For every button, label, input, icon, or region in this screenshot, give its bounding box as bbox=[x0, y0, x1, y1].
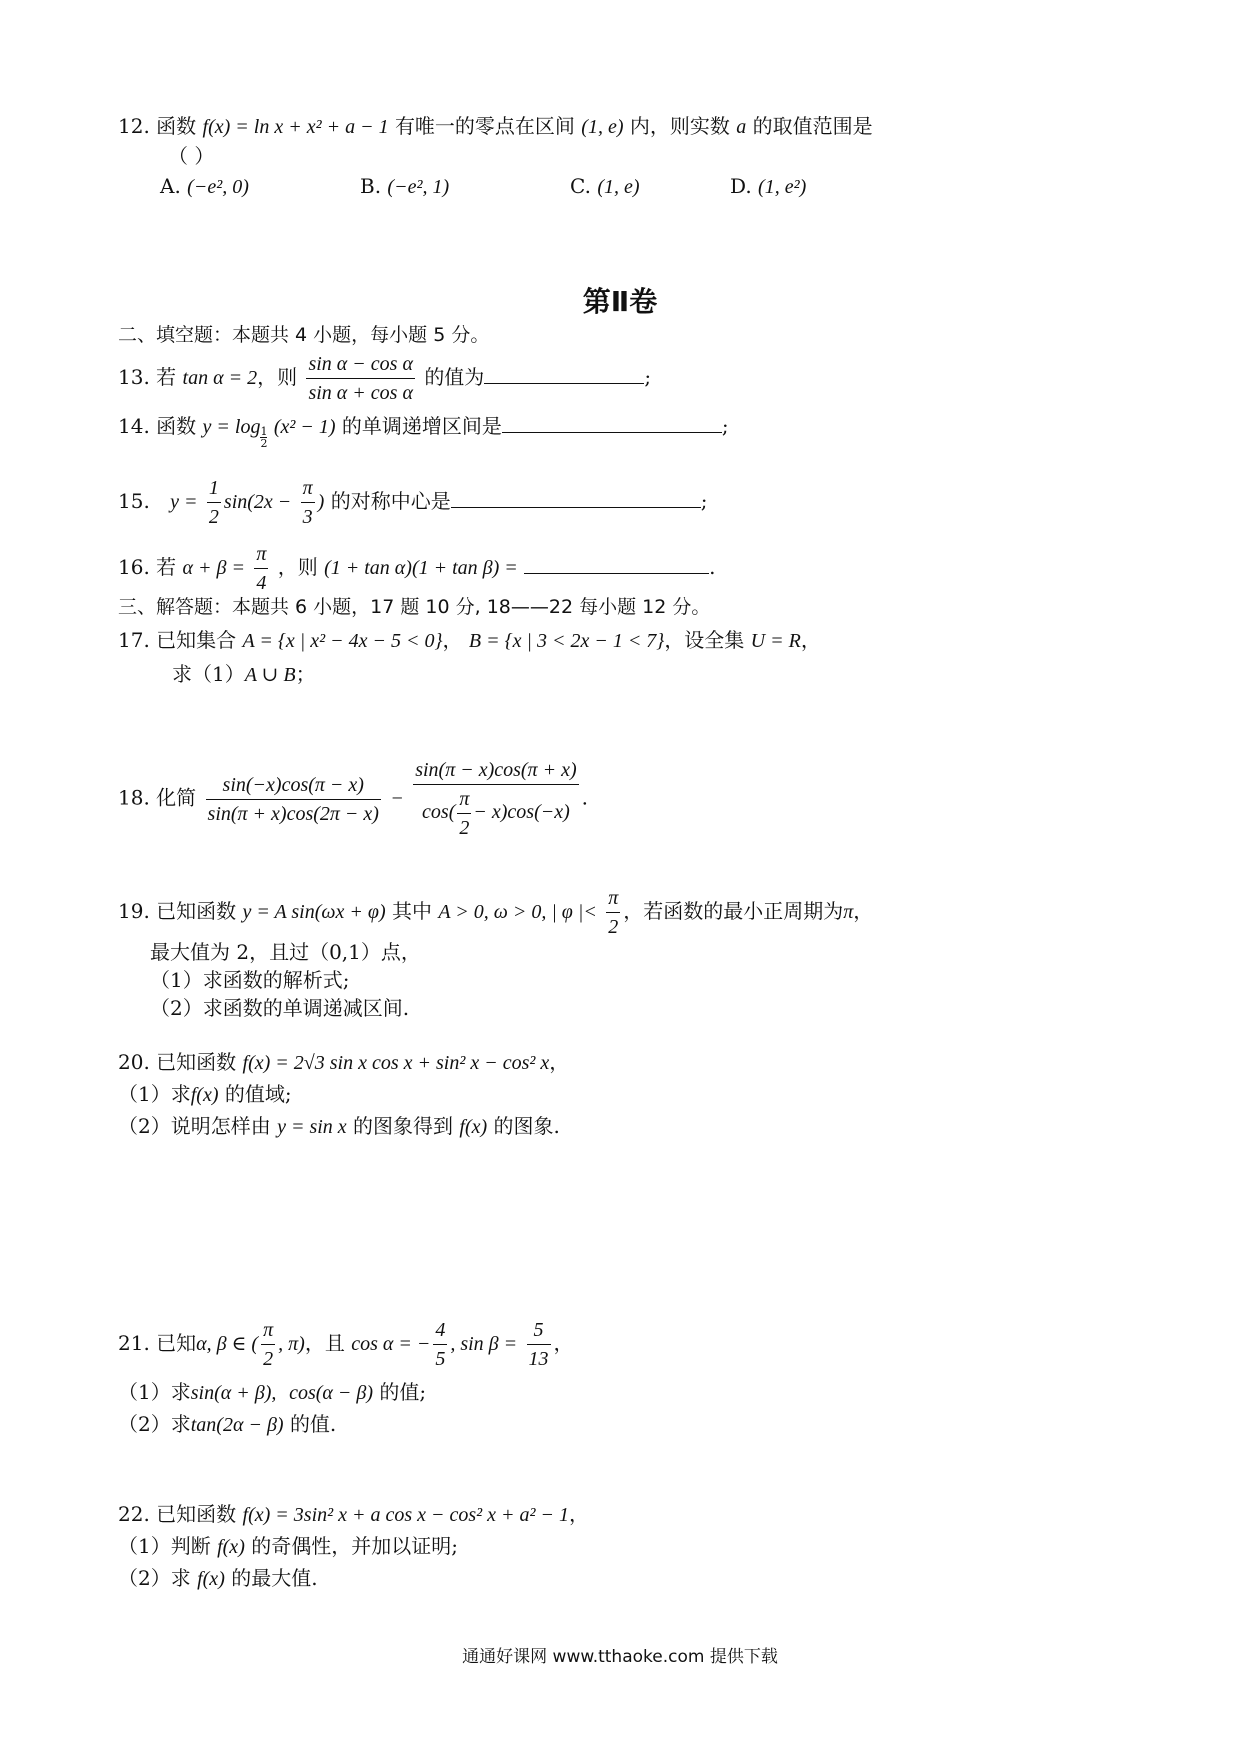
question-text: 函数 bbox=[156, 114, 197, 138]
question-text: ，设全集 bbox=[664, 628, 745, 652]
fraction: $\frac{\pi}{4}$ bbox=[254, 540, 268, 597]
question-text: 已知集合 bbox=[156, 628, 237, 652]
question-text: 内，则实数 bbox=[629, 114, 730, 138]
math-expression: y = log bbox=[202, 416, 261, 438]
question-text: ，且 bbox=[304, 1331, 345, 1355]
question-19-sub1: （1）求函数的解析式; bbox=[150, 968, 350, 992]
section-heading: 三、解答题：本题共 6 小题，17 题 10 分, 18——22 每小题 12 分。 bbox=[118, 596, 711, 618]
question-20 bbox=[118, 1048, 569, 1077]
question-12 bbox=[118, 112, 873, 141]
question-text: 若 bbox=[156, 365, 177, 389]
log-base: $\frac{1}{2}$ bbox=[260, 425, 268, 450]
answer-bracket: （ ） bbox=[168, 144, 215, 168]
question-text: 的单调递增区间是 bbox=[341, 414, 502, 438]
math-expression: A > 0, ω > 0, | φ |< bbox=[438, 901, 597, 923]
math-expression: A ∪ B bbox=[244, 664, 296, 686]
question-number: 17. bbox=[118, 628, 150, 652]
fraction: $\frac{\pi}{2}$ bbox=[261, 1316, 275, 1373]
question-21-sub1: （1）求sin(α + β), cos(α − β) 的值; bbox=[118, 1380, 427, 1404]
math-expression: y = A sin(ωx + φ) bbox=[242, 901, 386, 923]
fraction: $\frac{\pi}{3}$ bbox=[301, 474, 315, 531]
question-17-sub bbox=[172, 660, 316, 689]
question-20-sub2: （2）说明怎样由 y = sin x 的图象得到 f(x) 的图象. bbox=[118, 1114, 560, 1138]
question-number: 12. bbox=[118, 114, 150, 138]
math-expression: sin(2x − bbox=[223, 491, 292, 513]
math-expression: , π) bbox=[278, 1333, 305, 1355]
question-number: 16. bbox=[118, 555, 150, 579]
math-expression: y = bbox=[170, 491, 198, 513]
question-21-sub2: （2）求tan(2α − β) 的值. bbox=[118, 1412, 337, 1436]
math-expression: f(x) = ln x + x² + a − 1 bbox=[202, 116, 389, 138]
math-operator: − bbox=[390, 787, 404, 810]
fraction: $\frac{4}{5}$ bbox=[433, 1316, 447, 1373]
math-expression: B = {x | 3 < 2x − 1 < 7} bbox=[468, 630, 665, 652]
punctuation: ， bbox=[549, 1050, 570, 1074]
question-text: 若 bbox=[156, 555, 177, 579]
punctuation: ， bbox=[800, 628, 821, 652]
question-text: ，若函数的最小正周期为 bbox=[623, 899, 844, 923]
footer-text: 通通好课网 www.tthaoke.com 提供下载 bbox=[462, 1647, 778, 1667]
question-16 bbox=[118, 540, 716, 597]
fraction: $\frac{\pi}{2}$ bbox=[606, 884, 620, 941]
punctuation: ， bbox=[853, 899, 874, 923]
math-expression: f(x) = 2√3 sin x cos x + sin² x − cos² x bbox=[242, 1052, 550, 1074]
fraction: $\frac{5}{13}$ bbox=[527, 1316, 551, 1373]
question-text: 的值为 bbox=[424, 365, 485, 389]
math-expression: α, β ∈ ( bbox=[196, 1333, 259, 1355]
math-expression: α + β = bbox=[182, 557, 245, 579]
punctuation: ， bbox=[553, 1331, 574, 1355]
punctuation: ； bbox=[295, 662, 316, 686]
question-22 bbox=[118, 1500, 589, 1529]
question-18 bbox=[118, 756, 588, 842]
question-text: 的取值范围是 bbox=[752, 114, 873, 138]
punctuation: ; bbox=[700, 489, 708, 513]
question-20-sub1: （1）求f(x) 的值域; bbox=[118, 1082, 292, 1106]
fraction: sin(π − x)cos(π + x) cos( $\frac{\pi}{2}$ − x)cos(−x) bbox=[413, 756, 578, 842]
section-heading: 二、填空题：本题共 4 小题，每小题 5 分。 bbox=[118, 324, 490, 346]
question-19 bbox=[118, 884, 873, 941]
math-expression: tan α = 2 bbox=[182, 367, 258, 389]
question-15 bbox=[118, 474, 707, 531]
answer-blank bbox=[524, 553, 709, 574]
fraction: $\frac{\text{sin α − cos α}}{\text{sin α + cos α}}$ bbox=[306, 350, 415, 407]
option-d: D. (1, e²) bbox=[730, 174, 807, 198]
answer-blank bbox=[451, 487, 701, 508]
math-expression: , sin β = bbox=[450, 1333, 518, 1355]
question-number: 20. bbox=[118, 1050, 150, 1074]
question-number: 13. bbox=[118, 365, 150, 389]
question-number: 14. bbox=[118, 414, 150, 438]
math-expression: f(x) = 3sin² x + a cos x − cos² x + a² − 1 bbox=[242, 1504, 570, 1526]
question-text: 有唯一的零点在区间 bbox=[394, 114, 575, 138]
question-text: 函数 bbox=[156, 414, 197, 438]
math-expression: a bbox=[736, 116, 747, 138]
question-text: 已知函数 bbox=[156, 1502, 237, 1526]
question-22-sub2: （2）求 f(x) 的最大值. bbox=[118, 1566, 318, 1590]
math-expression: (1, e) bbox=[581, 116, 624, 138]
math-expression: (1 + tan α)(1 + tan β) = bbox=[324, 557, 518, 579]
question-number: 21. bbox=[118, 1331, 150, 1355]
question-number: 15. bbox=[118, 489, 150, 513]
punctuation: ; bbox=[644, 365, 652, 389]
part-title: 第Ⅱ卷 bbox=[582, 285, 658, 318]
question-text: 已知 bbox=[156, 1331, 197, 1355]
question-text: ，则 bbox=[277, 555, 318, 579]
question-19-line2: 最大值为 2，且过（0,1）点， bbox=[150, 940, 421, 964]
question-22-sub1: （1）判断 f(x) 的奇偶性，并加以证明; bbox=[118, 1534, 458, 1558]
question-text: ，则 bbox=[257, 365, 298, 389]
question-text: 化简 bbox=[156, 785, 197, 810]
math-expression: cos α = − bbox=[351, 1333, 431, 1355]
math-expression: A = {x | x² − 4x − 5 < 0} bbox=[242, 630, 443, 652]
option-c: C. (1, e) bbox=[570, 174, 640, 198]
punctuation: ; bbox=[721, 414, 729, 438]
punctuation: . bbox=[709, 555, 716, 579]
math-expression: ) bbox=[317, 491, 325, 513]
option-a: A. (−e², 0) bbox=[160, 174, 249, 198]
question-text: 已知函数 bbox=[156, 899, 237, 923]
question-14 bbox=[118, 412, 729, 449]
question-19-sub2: （2）求函数的单调递减区间. bbox=[150, 996, 410, 1020]
question-text: 已知函数 bbox=[156, 1050, 237, 1074]
punctuation: ， bbox=[442, 628, 463, 652]
fraction: $\frac{\sin(-x)\cos(\pi - x)}{\sin(\pi + x)\cos(2\pi - x)}$ bbox=[206, 771, 381, 828]
fraction: $\frac{1}{2}$ bbox=[207, 474, 221, 531]
answer-paren bbox=[168, 142, 214, 170]
math-expression: (x² − 1) bbox=[273, 416, 336, 438]
question-13 bbox=[118, 350, 651, 407]
math-expression: π bbox=[843, 901, 854, 923]
question-number: 18. bbox=[118, 785, 150, 810]
question-number: 19. bbox=[118, 899, 150, 923]
question-17 bbox=[118, 626, 821, 655]
punctuation: ， bbox=[569, 1502, 590, 1526]
math-expression: U = R bbox=[750, 630, 801, 652]
question-text: 其中 bbox=[391, 899, 432, 923]
option-b: B. (−e², 1) bbox=[360, 174, 450, 198]
question-number: 22. bbox=[118, 1502, 150, 1526]
answer-blank bbox=[484, 363, 644, 384]
answer-blank bbox=[502, 412, 722, 433]
question-21 bbox=[118, 1316, 574, 1373]
question-text: 求（1） bbox=[172, 662, 245, 686]
punctuation: . bbox=[581, 785, 588, 810]
question-text: 的对称中心是 bbox=[330, 489, 451, 513]
